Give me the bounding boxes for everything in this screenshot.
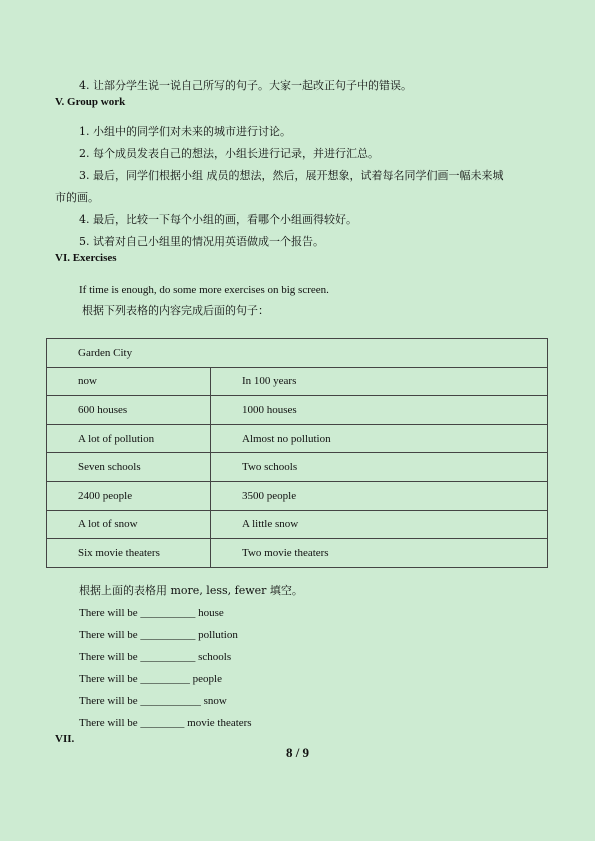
table-cell: 600 houses	[47, 396, 211, 425]
group-work-item-2: 2. 每个成员发表自己的想法，小组长进行记录，并进行汇总。	[79, 147, 379, 160]
fill-sentence-3: There will be __________ schools	[79, 651, 232, 663]
table-cell: Seven schools	[47, 453, 211, 482]
fill-sentence-6: There will be ________ movie theaters	[79, 717, 252, 729]
fill-sentence-5: There will be ___________ snow	[79, 695, 227, 707]
table-row	[47, 539, 548, 568]
group-work-item-4: 4. 最后，比较一下每个小组的画，看哪个小组画得较好。	[79, 213, 357, 226]
group-work-item-5: 5. 试着对自己小组里的情况用英语做成一个报告。	[79, 235, 324, 248]
garden-city-table	[46, 338, 548, 568]
group-work-item-1: 1. 小组中的同学们对未来的城市进行讨论。	[79, 125, 291, 138]
table-title: Garden City	[47, 339, 548, 368]
table-row	[47, 481, 548, 510]
section6-heading: VI. Exercises	[55, 252, 117, 264]
table-cell: Six movie theaters	[47, 539, 211, 568]
table-row	[47, 424, 548, 453]
table-cell: 3500 people	[211, 481, 548, 510]
table-cell: A lot of snow	[47, 510, 211, 539]
exercises-intro: If time is enough, do some more exercises on big screen.	[79, 284, 329, 296]
page-number: 8 / 9	[285, 745, 310, 760]
section5-heading: V. Group work	[55, 96, 126, 108]
table-row	[47, 396, 548, 425]
table-cell: Two schools	[211, 453, 548, 482]
table-cell: A little snow	[211, 510, 548, 539]
table-row	[47, 510, 548, 539]
table-cell: Almost no pollution	[211, 424, 548, 453]
table-cell: In 100 years	[211, 367, 548, 396]
fill-instruction: 根据上面的表格用 more, less, fewer 填空。	[79, 584, 303, 597]
fill-sentence-4: There will be _________ people	[79, 673, 222, 685]
table-row	[47, 453, 548, 482]
table-cell: Two movie theaters	[211, 539, 548, 568]
table-cell: now	[47, 367, 211, 396]
exercises-instruction: 根据下列表格的内容完成后面的句子：	[82, 304, 269, 317]
group-work-item-3-cont: 市的画。	[55, 191, 99, 204]
table-cell: 2400 people	[47, 481, 211, 510]
table-cell: 1000 houses	[211, 396, 548, 425]
section4-item4: 4. 让部分学生说一说自己所写的句子。大家一起改正句子中的错误。	[79, 79, 412, 92]
fill-sentence-2: There will be __________ pollution	[79, 629, 238, 641]
table-cell: A lot of pollution	[47, 424, 211, 453]
table-title-row	[47, 339, 548, 368]
group-work-item-3: 3. 最后，同学们根据小组 成员的想法，然后，展开想象，试着每名同学们画一幅未来城	[79, 169, 504, 182]
section7-heading: VII.	[55, 733, 75, 745]
table-row	[47, 367, 548, 396]
fill-sentence-1: There will be __________ house	[79, 607, 224, 619]
